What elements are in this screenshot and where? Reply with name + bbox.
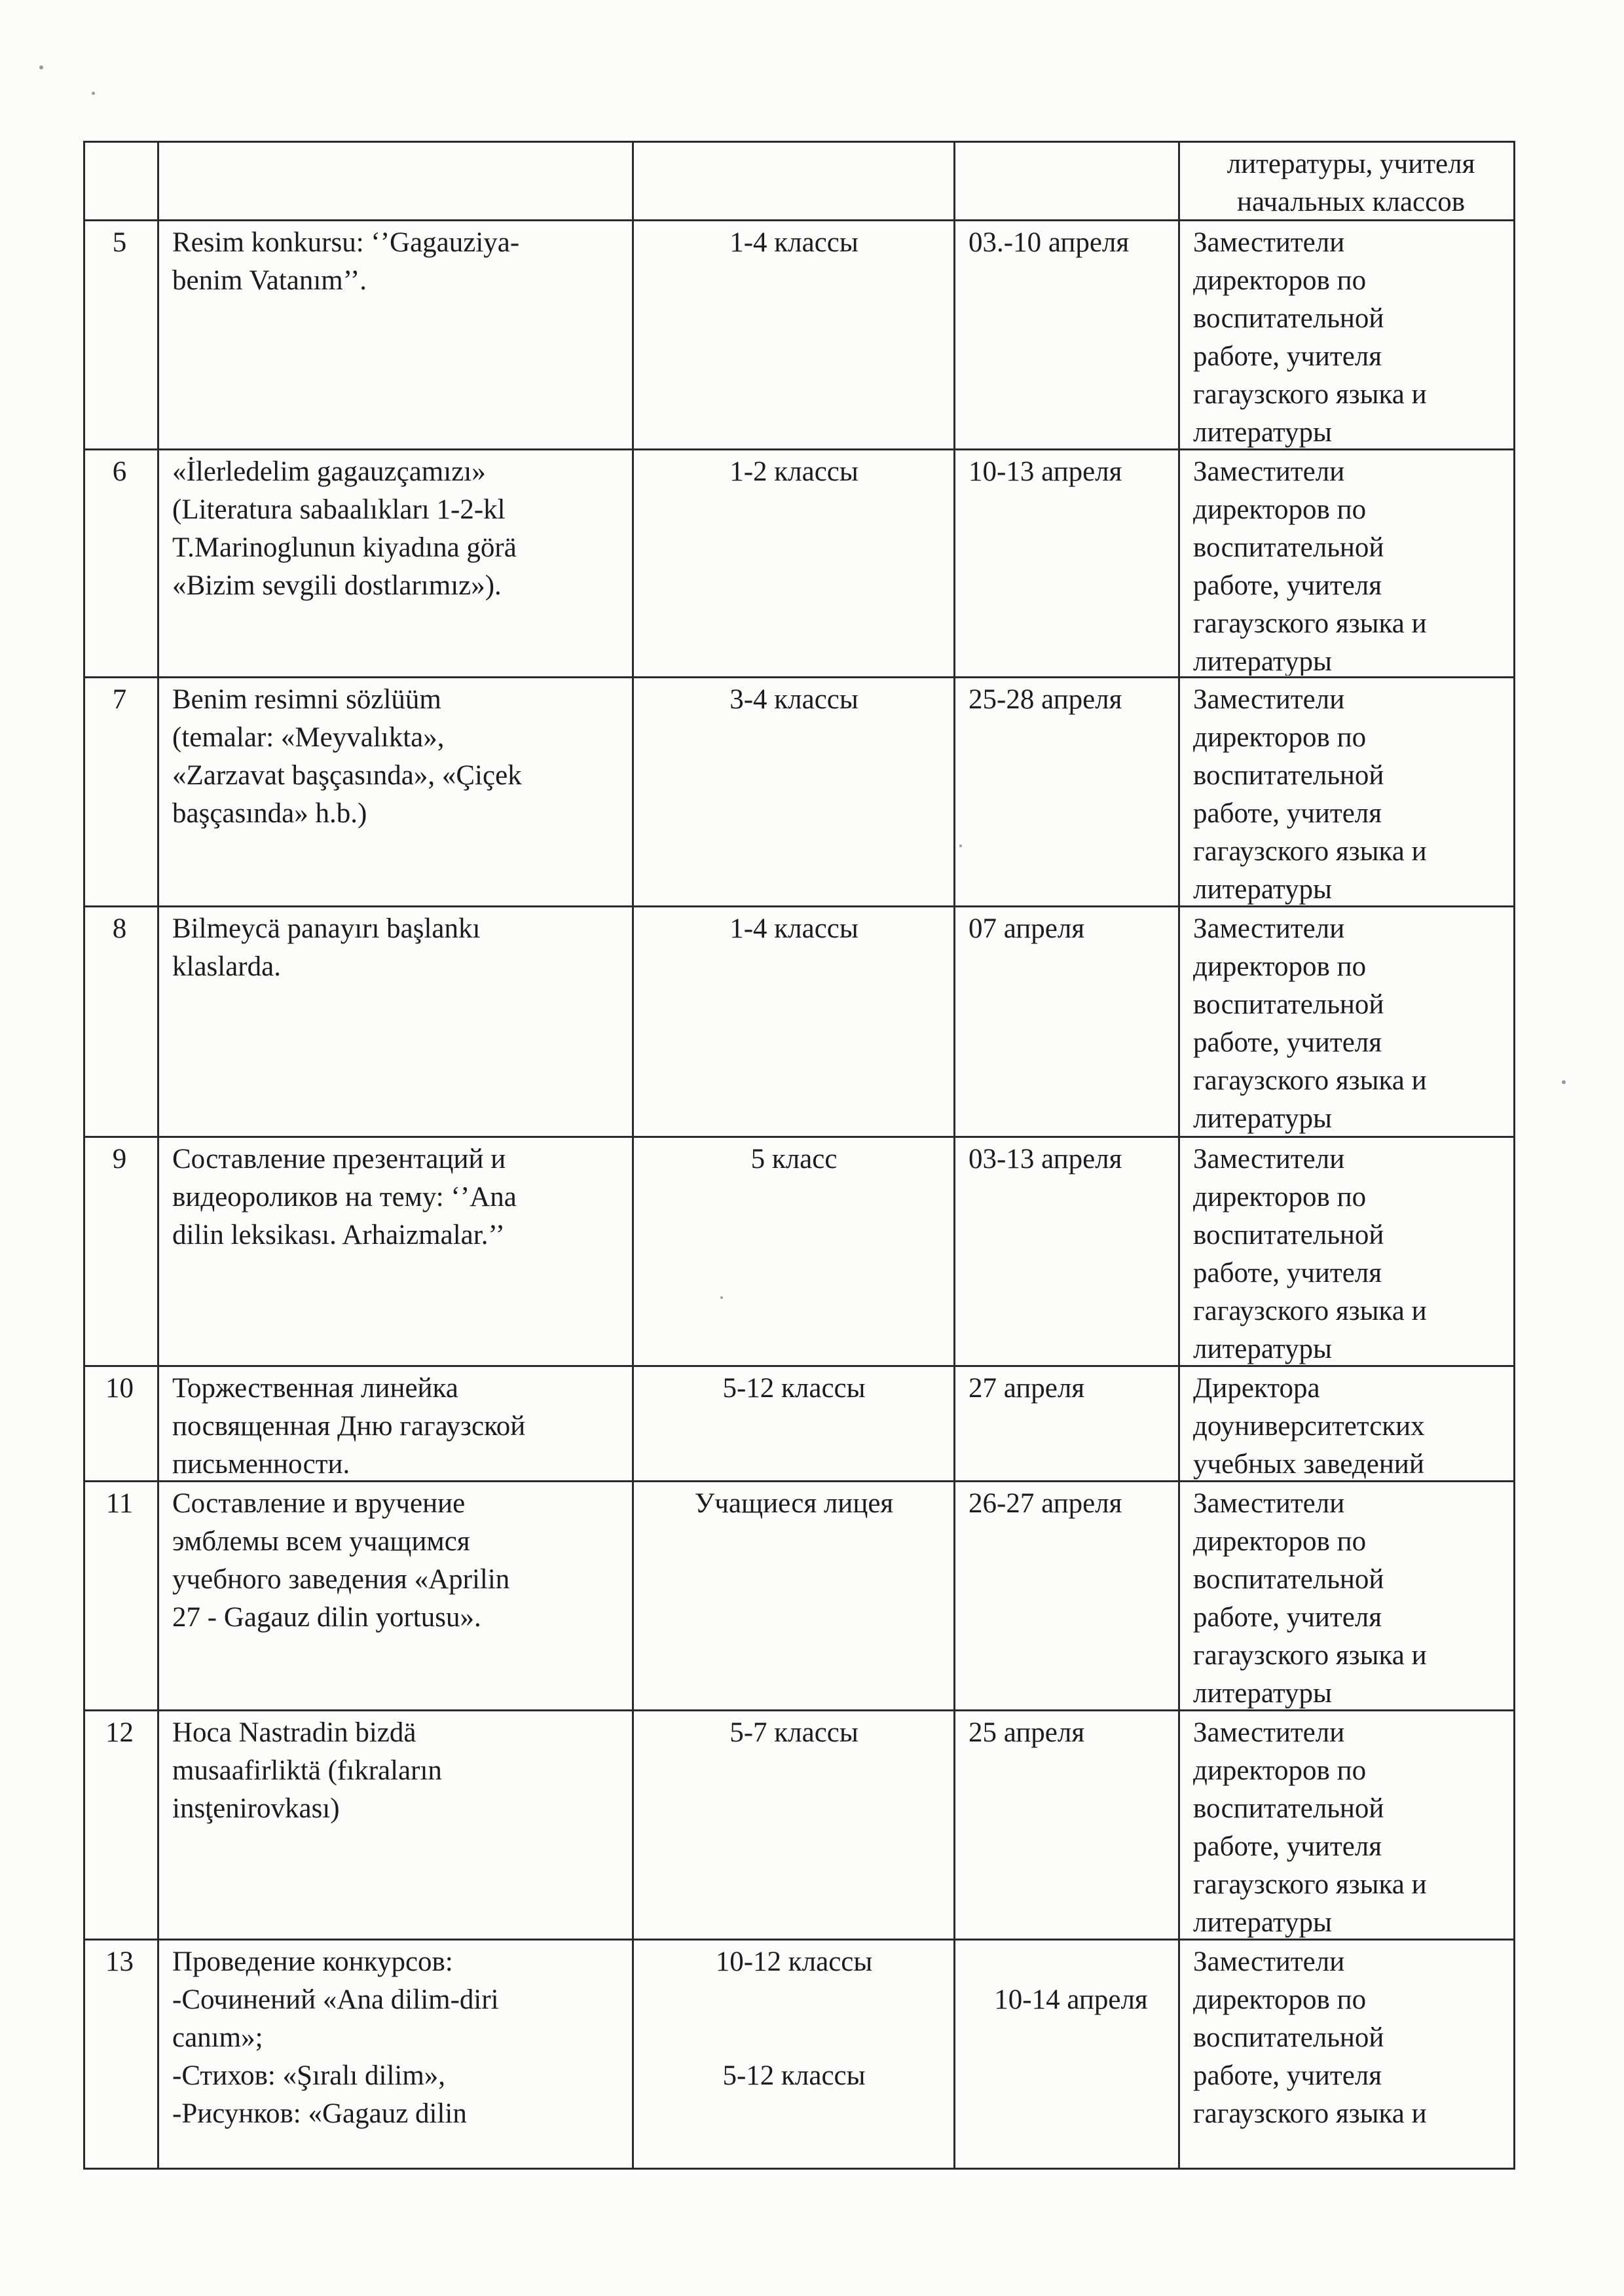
scan-speck (1562, 1080, 1566, 1084)
table-line (157, 141, 159, 2170)
table-line (632, 141, 634, 2170)
scan-speck (92, 92, 95, 95)
scan-speck (720, 1296, 723, 1299)
scan-speck (39, 65, 43, 69)
participants-cell: 1-4 классы (729, 913, 858, 944)
table-line (83, 676, 1515, 678)
table-line (953, 141, 955, 2170)
row-number (86, 145, 153, 219)
table-line (1178, 141, 1180, 2170)
participants-cell: 3-4 классы (729, 684, 858, 715)
date-cell: 07 апреля (969, 913, 1085, 944)
event-cell: Торжественная линейка посвященная Дню гагаузской письменности. (172, 1373, 526, 1480)
row-number: 8 (112, 913, 127, 944)
responsible-cell: Заместители директоров по воспитательной работе, учителя гагаузского языка и (1193, 1946, 1427, 2129)
table-line (83, 1709, 1515, 1711)
event-cell: Составление и вручение эмблемы всем учащимся учебного заведения «Aprilin 27 - Gagauz dilin yortusu». (172, 1488, 510, 1633)
table-line (1513, 141, 1515, 2170)
table-line (83, 1136, 1515, 1138)
date-cell: 10-13 апреля (969, 456, 1122, 487)
event-cell: Проведение конкурсов: -Сочинений «Ana dilim-diri canım»; -Стихов: «Şıralı dilim», -Рисунков: «Gagauz dilin (172, 1946, 499, 2129)
participants-cell: Учащиеся лицея (694, 1488, 894, 1519)
participants-cell: 5-7 классы (729, 1717, 858, 1748)
event-cell: Bilmeycä panayırı başlankı klaslarda. (172, 913, 481, 982)
participants-cell: 5 класс (750, 1144, 838, 1175)
event-cell: «İlerledelim gagauzçamızı» (Literatura sabaalıkları 1-2-kl T.Marinoglunun kiyadına görä «Bizim sevgili dostlarımız»). (172, 456, 517, 601)
event-cell: Составление презентаций и видеороликов на тему: ‘’Ana dilin leksikası. Arhaizmalar.’’ (172, 1144, 517, 1250)
event-cell (172, 145, 627, 219)
date-cell (969, 145, 1173, 219)
date-cell: 03.-10 апреля (969, 227, 1130, 258)
table-line (83, 141, 1515, 143)
participants-cell: 10-12 классы 5-12 классы (715, 1946, 873, 2091)
date-cell: 10-14 апреля (994, 1984, 1148, 2015)
responsible-cell: Заместители директоров по воспитательной работе, учителя гагаузского языка и литературы (1193, 913, 1427, 1134)
responsible-cell: Заместители директоров по воспитательной работе, учителя гагаузского языка и литературы (1193, 1488, 1427, 1709)
participants-cell: 1-4 классы (729, 227, 858, 258)
participants-cell (639, 145, 949, 219)
responsible-cell: Заместители директоров по воспитательной работе, учителя гагаузского языка и литературы (1193, 227, 1427, 448)
table-line (83, 1939, 1515, 1941)
row-number: 5 (112, 227, 127, 258)
participants-cell: 5-12 классы (722, 1373, 866, 1404)
responsible-cell: Заместители директоров по воспитательной работе, учителя гагаузского языка и литературы (1193, 684, 1427, 905)
row-number: 9 (112, 1144, 127, 1175)
event-cell: Hoca Nastradin bizdä musaafirliktä (fıkraların insţenirovkası) (172, 1717, 442, 1824)
table-line (83, 141, 85, 2170)
row-number: 12 (105, 1717, 134, 1748)
participants-cell: 1-2 классы (729, 456, 858, 487)
row-number: 6 (112, 456, 127, 487)
table-line (83, 2168, 1515, 2170)
responsible-cell: Директора доуниверситетских учебных заведений (1193, 1373, 1425, 1480)
table-line (83, 905, 1515, 907)
row-number: 13 (105, 1946, 134, 1977)
event-cell: Resim konkursu: ‘’Gagauziya- benim Vatanım’’. (172, 227, 520, 296)
row-number: 11 (105, 1488, 134, 1519)
responsible-cell: Заместители директоров по воспитательной работе, учителя гагаузского языка и литературы (1193, 1717, 1427, 1938)
date-cell: 27 апреля (969, 1373, 1085, 1404)
date-cell: 25-28 апреля (969, 684, 1122, 715)
table-line (83, 448, 1515, 450)
event-cell: Benim resimni sözlüüm (temalar: «Meyvalıkta», «Zarzavat başçasında», «Çiçek başçasında» h.b.) (172, 684, 522, 829)
row-number: 10 (105, 1373, 134, 1404)
table-line (83, 219, 1515, 221)
table-line (83, 1365, 1515, 1367)
date-cell: 03-13 апреля (969, 1144, 1122, 1175)
responsible-cell: Заместители директоров по воспитательной работе, учителя гагаузского языка и литературы (1193, 1144, 1427, 1364)
date-cell: 26-27 апреля (969, 1488, 1122, 1519)
responsible-cell: Заместители директоров по воспитательной работе, учителя гагаузского языка и литературы (1193, 456, 1427, 676)
date-cell: 25 апреля (969, 1717, 1085, 1748)
responsible-cell: литературы, учителя начальных классов (1227, 149, 1475, 217)
row-number: 7 (112, 684, 127, 715)
table-line (83, 1480, 1515, 1482)
scan-speck (959, 845, 962, 847)
